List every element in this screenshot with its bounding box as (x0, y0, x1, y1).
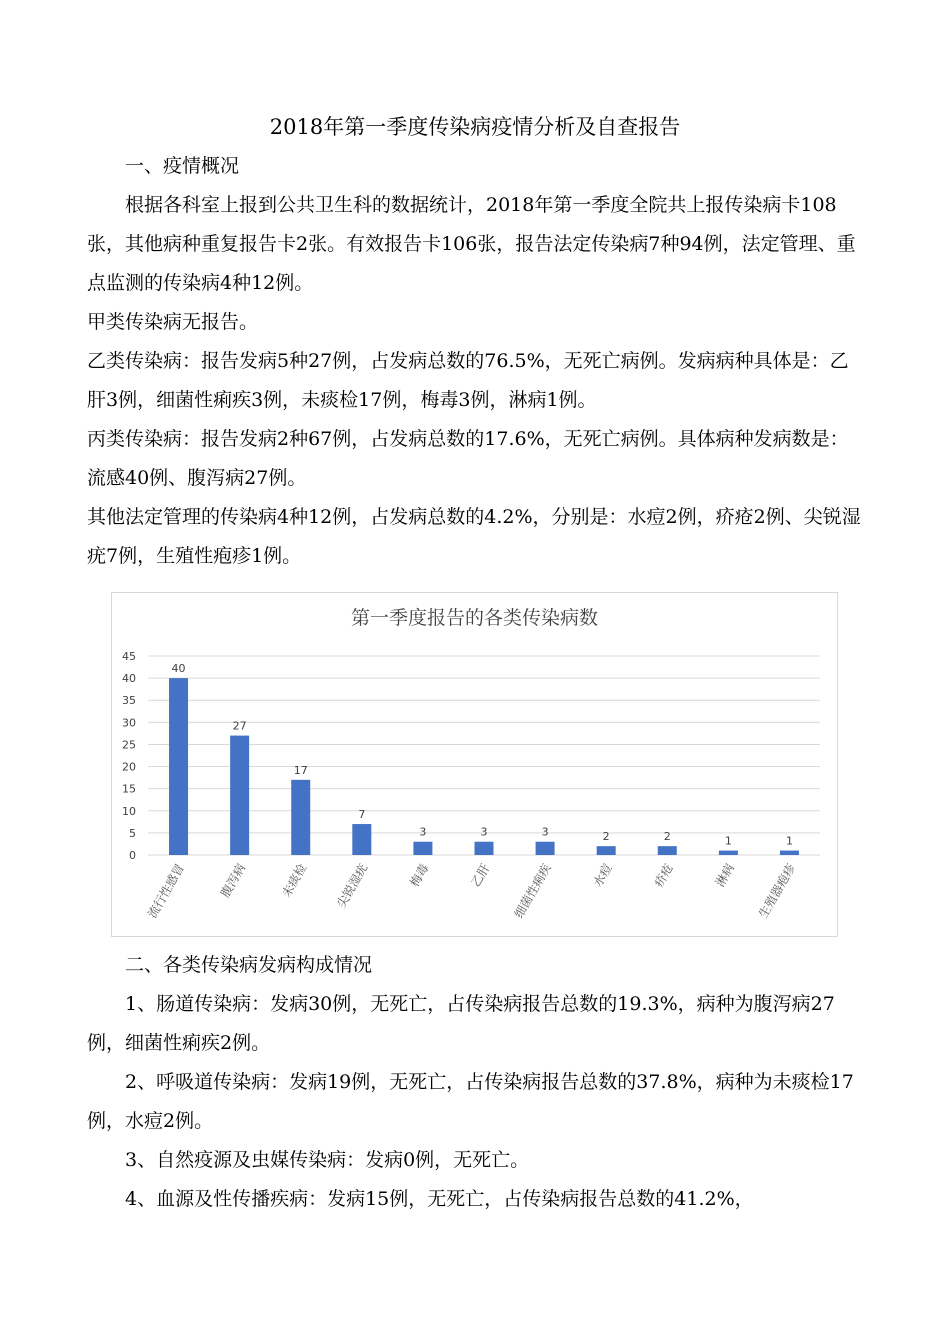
x-tick-label: 细菌性痢疾 (511, 861, 554, 921)
y-tick-label: 15 (122, 782, 136, 796)
data-label: 2 (602, 830, 610, 844)
paragraph-class-c: 丙类传染病：报告发病2种67例，占发病总数的17.6%，无死亡病例。具体病种发病数是：流感40例、腹泻病27例。 (87, 428, 849, 489)
y-tick-label: 10 (122, 804, 136, 818)
paragraph-class-b: 乙类传染病：报告发病5种27例，占发病总数的76.5%，无死亡病例。发病病种具体是：乙肝3例，细菌性痢疾3例，未痰检17例，梅毒3例，淋病1例。 (87, 350, 849, 411)
data-label: 1 (785, 834, 793, 848)
bar (658, 846, 677, 855)
bar (169, 678, 188, 855)
data-label: 17 (293, 763, 308, 777)
data-label: 1 (724, 834, 732, 848)
data-label: 2 (663, 830, 671, 844)
section2-item-2: 2、呼吸道传染病：发病19例，无死亡，占传染病报告总数的37.8%，病种为未痰检17例，水痘2例。 (87, 1071, 854, 1132)
x-tick-label: 未痰检 (279, 861, 310, 900)
section2-item-3: 3、自然疫源及虫媒传染病：发病0例，无死亡。 (125, 1149, 530, 1171)
x-tick-label: 腹泻病 (218, 861, 249, 900)
data-label: 3 (541, 825, 549, 839)
y-tick-label: 25 (122, 738, 136, 752)
bar (597, 846, 616, 855)
bar (413, 842, 432, 855)
data-label: 3 (419, 825, 427, 839)
bar (352, 824, 371, 855)
section1-heading: 一、疫情概况 (125, 155, 240, 177)
y-tick-label: 35 (122, 694, 136, 708)
paragraph-overview: 根据各科室上报到公共卫生科的数据统计，2018年第一季度全院共上报传染病卡108张，其他病种重复报告卡2张。有效报告卡106张，报告法定传染病7种94例，法定管理、重点监测的传染病4种12例。 (87, 194, 856, 294)
y-tick-label: 40 (122, 672, 136, 686)
bar (780, 851, 799, 855)
section2-heading: 二、各类传染病发病构成情况 (125, 954, 373, 976)
section2 (87, 946, 865, 1219)
chart-canvas (112, 593, 839, 938)
y-tick-label: 45 (122, 650, 136, 663)
bar (230, 736, 249, 855)
data-label: 3 (480, 825, 488, 839)
x-tick-label: 生殖器疱疹 (755, 861, 799, 921)
bar (475, 842, 494, 855)
section2-item-1: 1、肠道传染病：发病30例，无死亡，占传染病报告总数的19.3%，病种为腹泻病27例，细菌性痢疾2例。 (87, 993, 835, 1054)
x-tick-label: 疥疮 (651, 861, 676, 890)
x-tick-label: 淋病 (712, 861, 737, 890)
bar (291, 780, 310, 855)
section1 (87, 147, 865, 576)
x-tick-label: 梅毒 (407, 861, 432, 890)
x-tick-label: 尖锐湿疣 (334, 861, 371, 911)
y-tick-label: 5 (129, 826, 136, 840)
section2-item-4: 4、血源及性传播疾病：发病15例，无死亡，占传染病报告总数的41.2%， (125, 1188, 754, 1210)
bar (719, 851, 738, 855)
x-tick-label: 水痘 (590, 861, 615, 890)
x-tick-label: 乙肝 (468, 861, 493, 890)
bar (536, 842, 555, 855)
y-tick-label: 0 (129, 849, 136, 862)
paragraph-class-a: 甲类传染病无报告。 (87, 311, 259, 333)
data-label: 27 (232, 719, 247, 733)
document-title: 2018年第一季度传染病疫情分析及自查报告 (269, 115, 681, 139)
y-tick-label: 20 (122, 760, 136, 774)
x-tick-label: 流行性感冒 (145, 861, 188, 921)
chart-title: 第一季度报告的各类传染病数 (350, 607, 598, 629)
data-label: 40 (171, 662, 186, 676)
y-tick-label: 30 (122, 716, 136, 730)
bar-chart (111, 592, 838, 937)
paragraph-other: 其他法定管理的传染病4种12例，占发病总数的4.2%，分别是：水痘2例，疥疮2例、尖锐湿疣7例，生殖性疱疹1例。 (87, 506, 861, 567)
data-label: 7 (358, 808, 366, 822)
